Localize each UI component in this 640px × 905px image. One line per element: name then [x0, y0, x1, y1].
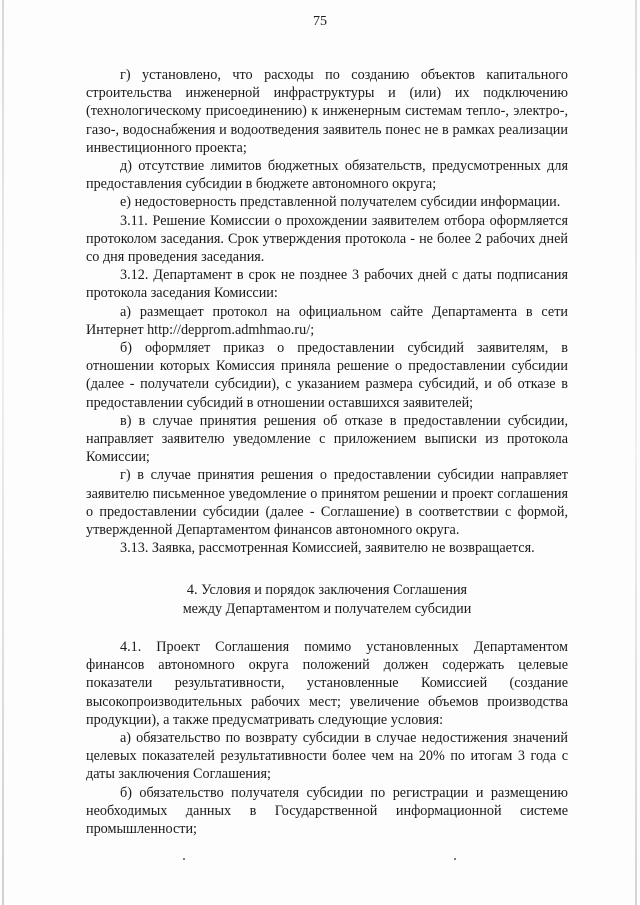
paragraph-4-1-a: а) обязательство по возврату субсидии в случае недостижения значений целевых показателей результативности более чем на 20% по итогам 3 года с даты заключения Соглашения;: [86, 729, 568, 783]
scan-edge-right: [635, 0, 637, 905]
paragraph-4-1: 4.1. Проект Соглашения помимо установленных Департаментом финансов автономного округа положений должен содержать целевые показатели результативности, установленные Комиссией (создание высокопроизводительных рабочих мест; увеличение объемов производства продукции), а также предусматривать следующие условия:: [86, 638, 568, 728]
scan-speck: [454, 858, 456, 860]
paragraph-item-g-costs: г) установлено, что расходы по созданию объектов капитального строительства инженерной инфраструктуры и (или) их подключению (технологическому присоединению) к инженерным системам тепло-, электро-, газо-, водоснабжения и водоотведения заявитель понес не в рамках реализации инвестиционного проекта;: [86, 67, 568, 156]
section-heading-line-2: между Департаментом и получателем субсидии: [182, 600, 472, 617]
section-heading-line-1: 4. Условия и порядок заключения Соглашения: [186, 582, 468, 599]
document-body: [86, 66, 568, 838]
paragraph-3-12-a: а) размещает протокол на официальном сайте Департамента в сети Интернет http://depprom.admhmao.ru/;: [86, 303, 568, 338]
paragraph-3-12-v: в) в случае принятия решения об отказе в предоставлении субсидии, направляет заявителю уведомление с приложением выписки из протокола Комиссии;: [86, 412, 568, 466]
scan-edge-left: [2, 0, 4, 905]
paragraph-3-13: 3.13. Заявка, рассмотренная Комиссией, заявителю не возвращается.: [120, 540, 535, 557]
paragraph-3-12-g: г) в случае принятия решения о предоставлении субсидии направляет заявителю письменное уведомление о принятом решении и проект соглашения о предоставлении субсидии (далее - Соглашение) в соответствии с формой, утвержденной Департаментом финансов автономного округа.: [86, 467, 568, 539]
paragraph-item-e-unreliable-info: е) недостоверность представленной получателем субсидии информации.: [120, 194, 561, 211]
paragraph-3-11: 3.11. Решение Комиссии о прохождении заявителем отбора оформляется протоколом заседания. Срок утверждения протокола - не более 2 рабочих дней со дня проведения заседания.: [86, 212, 568, 266]
section-heading: [86, 581, 568, 617]
paragraph-4-1-b: б) обязательство получателя субсидии по регистрации и размещению необходимых данных в Государственной информационной системе промышленности;: [86, 784, 568, 837]
page-number: 75: [313, 14, 327, 29]
paragraph-3-12: 3.12. Департамент в срок не позднее 3 рабочих дней с даты подписания протокола заседания Комиссии:: [86, 267, 568, 302]
paragraph-3-12-b: б) оформляет приказ о предоставлении субсидий заявителям, в отношении которых Комиссия приняла решение о предоставлении субсидии (далее - получатели субсидии), с указанием размера субсидий, и об отказе в предоставлении субсидий в отношении оставшихся заявителей;: [86, 340, 568, 411]
paragraph-item-d-limits: д) отсутствие лимитов бюджетных обязательств, предусмотренных для предоставления субсидии в бюджете автономного округа;: [86, 158, 568, 193]
scan-speck: [183, 858, 185, 860]
